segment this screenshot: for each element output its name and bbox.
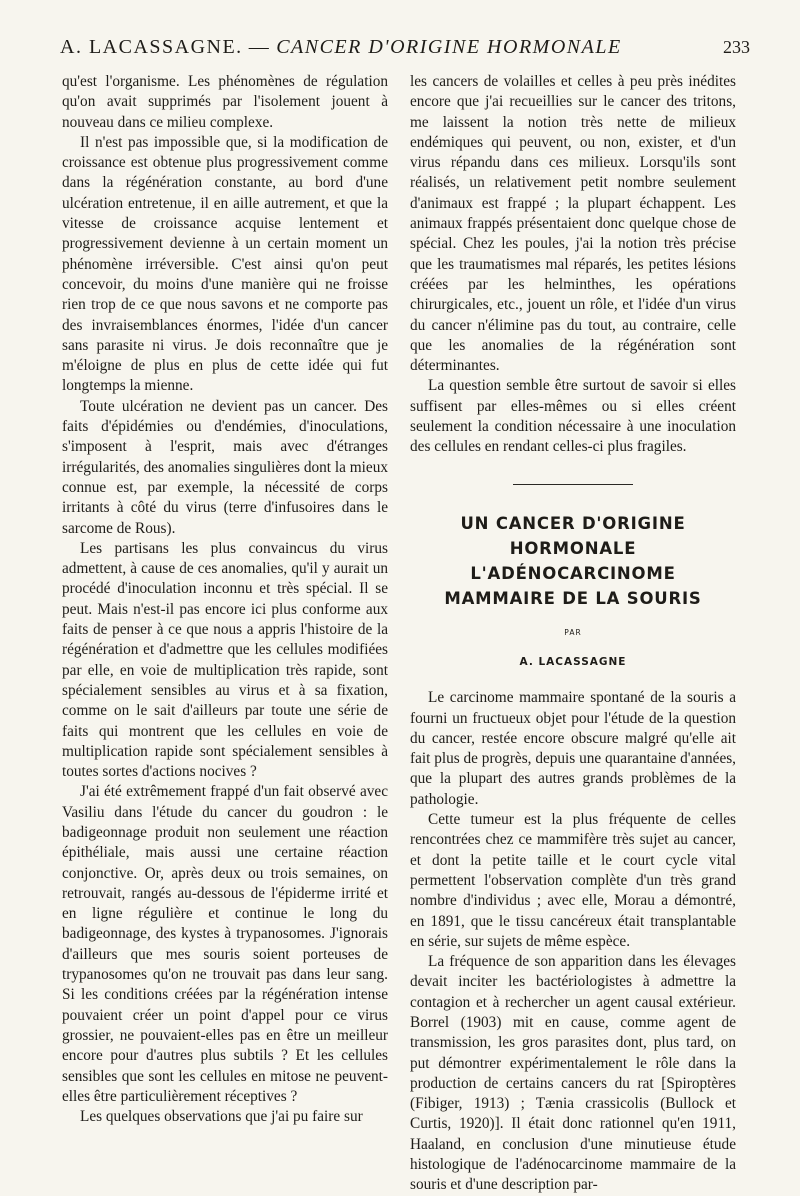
title-line: MAMMAIRE DE LA SOURIS [444, 588, 702, 608]
paragraph: Le carcinome mammaire spontané de la souris a fourni un fructueux objet pour l'étude de la question du cancer, restée encore obscure malgré qu'elle ait fait plus de progrès, depuis une quarantaine d'années, que la plupart des autres grands problèmes de la pathologie. [410, 689, 737, 808]
title-line: L'ADÉNOCARCINOME [470, 563, 676, 583]
title-line: UN CANCER D'ORIGINE [460, 513, 686, 533]
running-header [60, 36, 750, 59]
section-divider [513, 484, 633, 485]
right-column [410, 72, 736, 1196]
paragraph: La fréquence de son apparition dans les élevages devait inciter les bactériologistes à admettre la contagion et à rechercher un agent causal extérieur. Borrel (1903) mit en cause, comme agent de transmission, les gros parasites dont, plus tard, on put démontrer expérimentalement le rôle dans la production de certains cancers du rat [Spiroptères (Fibiger, 1913) ; Tænia crassicolis (Bullock et Curtis, 1920)]. Il était donc rationnel qu'en 1911, Haaland, en conclusion d'une minutieuse étude histologique de l'adénocarcinome mammaire de la souris et d'une description par- [410, 953, 736, 1194]
left-column [62, 72, 388, 1127]
paragraph: Il n'est pas impossible que, si la modification de croissance est obtenue plus progressivement comme dans la régénération constante, au bord d'une ulcération entretenue, il en aille autrement, et que la vitesse de croissance acquise lentement et progressivement devienne à un certain moment un phénomène irréversible. C'est ainsi qu'on peut concevoir, du moins d'une manière qui ne froisse rien trop de ce que nous savons et ne comporte pas des invraisemblances énormes, l'idée d'un cancer sans parasite ni virus. Je dois reconnaître que je m'éloigne de plus en plus de cette idée qui fut longtemps la mienne. [62, 133, 388, 395]
header-separator: — [248, 36, 271, 58]
paragraph: Les quelques observations que j'ai pu faire sur [80, 1108, 363, 1126]
byline-par: PAR [564, 627, 582, 637]
header-short-title: CANCER D'ORIGINE HORMONALE [276, 36, 622, 58]
paragraph: La question semble être surtout de savoir si elles suffisent par elles-mêmes ou si elles créent seulement la condition nécessaire à une inoculation des cellules en rendant celles-ci plus fragiles. [410, 377, 736, 456]
paragraph: les cancers de volailles et celles à peu près inédites encore que j'ai recueillies sur le cancer des tritons, me laissent la notion très nette de milieux endémiques qui peuvent, ou non, exister, et d'un virus répandu dans ces milieux. Lorsqu'ils sont réalisés, un relativement petit nombre seulement d'animaux est frappé ; la plupart échappent. Les animaux frappés présentaient donc quelque chose de spécial. Chez les poules, j'ai la notion très précise que les traumatismes mal réparés, les petites lésions créées par les helminthes, les opérations chirurgicales, etc., jouent un rôle, et l'idée d'un virus du cancer n'élimine pas du tout, au contraire, celle que les anomalies de la régénération sont déterminantes. [410, 73, 736, 375]
paragraph: qu'est l'organisme. Les phénomènes de régulation qu'on avait supprimés par l'isolement jouent à nouveau dans ce milieu complexe. [62, 73, 388, 131]
paragraph: Toute ulcération ne devient pas un cancer. Des faits d'épidémies ou d'endémies, d'inoculations, s'imposent à l'esprit, mais avec d'étranges irrégularités, des anomalies singulières dont la mieux connue est, par exemple, la nécessité de corps irritants à côté du virus (terre d'infusoires dans le sarcome de Rous). [62, 397, 388, 537]
header-author: A. LACASSAGNE. [60, 36, 243, 58]
running-title [60, 36, 622, 59]
paragraph: Les partisans les plus convaincus du virus admettent, à cause de ces anomalies, qu'il y aurait un procédé d'inoculation inconnu et très spécial. Il se peut. Mais n'est-il pas encore ici plus conforme aux faits de penser à ce que nous a appris l'histoire de la régénération et d'admettre que les cellules modifiées par elle, en voie de multiplication très rapide, sont spécialement sensibles au virus et à sa fixation, comme on le sait d'ailleurs par toute une série de faits qui montrent que les cellules en voie de multiplication rapide sont spécialement sensibles à toutes sortes d'actions nocives ? [62, 539, 388, 781]
page-number: 233 [723, 37, 750, 57]
article-title [410, 511, 736, 611]
title-line: HORMONALE [509, 538, 637, 558]
byline-author: A. LACASSAGNE [519, 655, 627, 668]
paragraph: Cette tumeur est la plus fréquente de celles rencontrées chez ce mammifère très sujet au cancer, et dont la petite taille et le court cycle vital permettent l'observation complète d'un très grand nombre d'individus ; avec elle, Morau a démontré, en 1891, que le tissu cancéreux était transplantable en série, sur sujets de même espèce. [410, 811, 736, 950]
paragraph: J'ai été extrêmement frappé d'un fait observé avec Vasiliu dans l'étude du cancer du goudron : le badigeonnage produit non seulement une réaction épithéliale, mais aussi une certaine réaction conjonctive. Or, après deux ou trois semaines, on retrouvait, rangés au-dessous de l'épiderme irrité et en ligne régulière et continue le long du badigeonnage, des kystes à trypanosomes. J'ignorais d'ailleurs que mes souris soient porteuses de trypanosomes qu'on ne trouvait pas dans leur sang. Si les conditions créées par la régénération intense pouvaient créer un point d'appel pour ce virus grossier, ne pouvaient-elles pas en être un meilleur encore pour d'autres plus subtils ? Et les cellules sensibles que sont les cellules en mitose ne peuvent-elles être particulièrement réceptives ? [62, 783, 388, 1105]
